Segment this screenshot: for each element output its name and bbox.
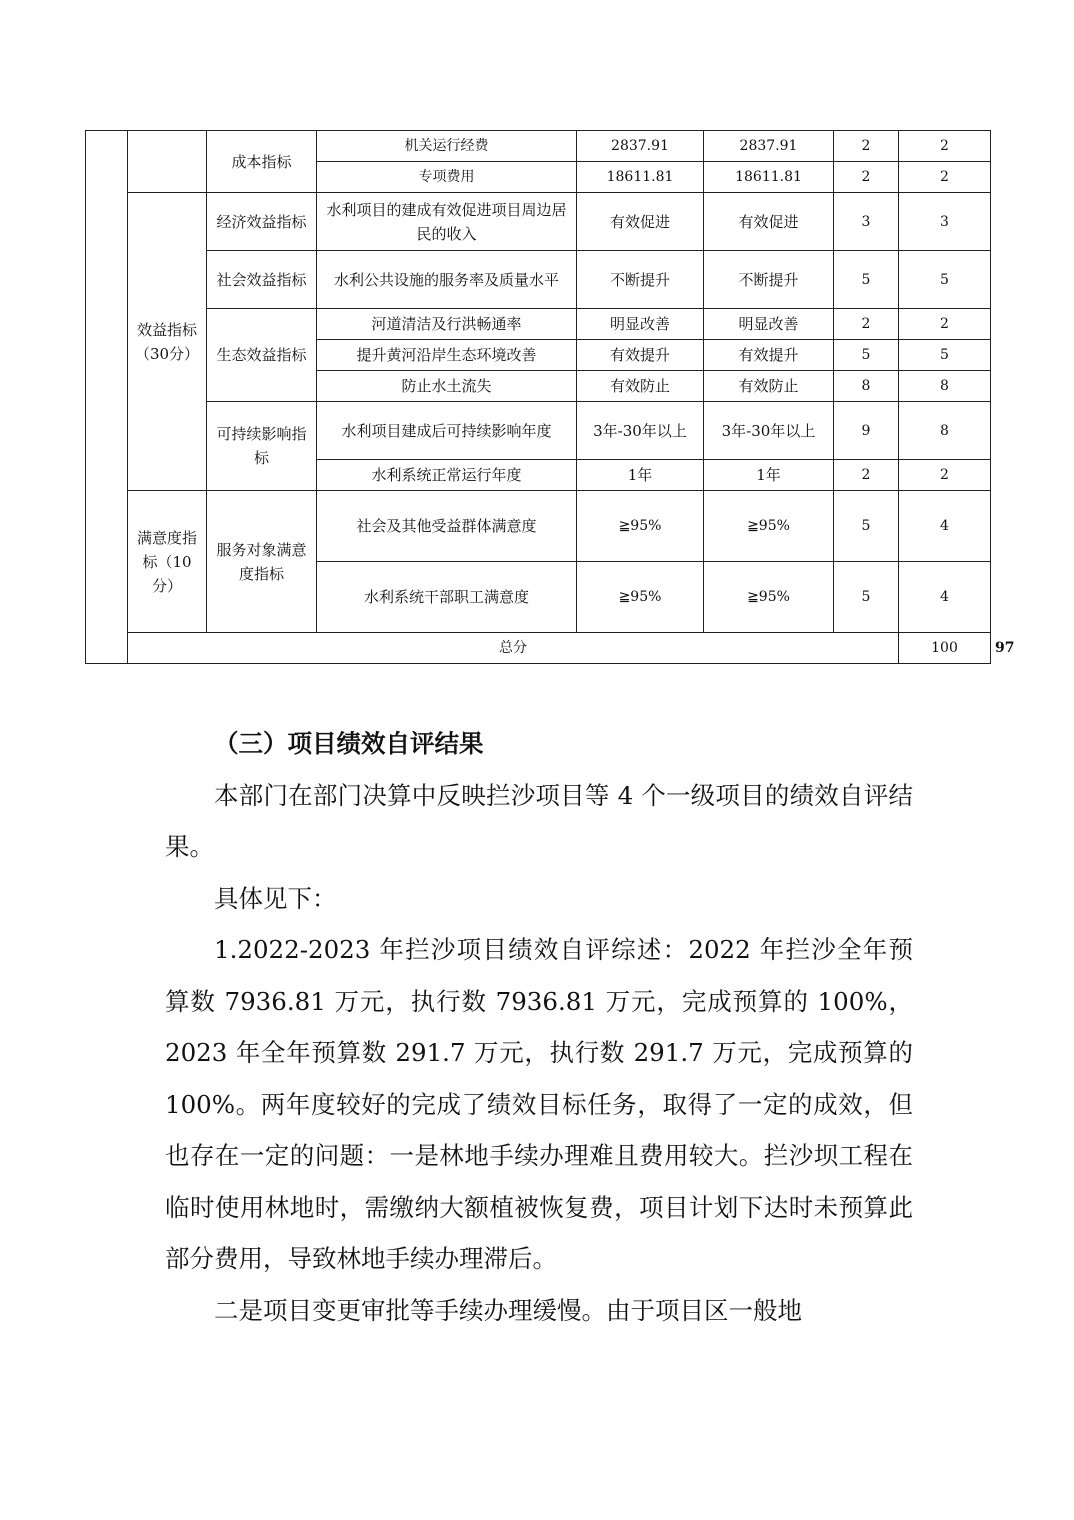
indicator-cell: 机关运行经费 xyxy=(317,131,577,162)
paragraph: 本部门在部门决算中反映拦沙项目等 4 个一级项目的绩效自评结果。 xyxy=(165,780,913,861)
actual-cell: ≧95% xyxy=(704,491,834,562)
actual-cell: 有效促进 xyxy=(704,193,834,251)
target-cell: ≧95% xyxy=(577,491,704,562)
target-cell: ≧95% xyxy=(577,562,704,633)
score-cell: 2 xyxy=(899,162,991,193)
satisfaction-group: 满意度指标（10分） xyxy=(128,491,207,633)
actual-cell: 明显改善 xyxy=(704,309,834,340)
outer-blank-cell xyxy=(86,131,128,664)
target-cell: 有效防止 xyxy=(577,371,704,402)
paragraph: 二是项目变更审批等手续办理缓慢。由于项目区一般地 xyxy=(214,1295,802,1325)
weight-cell: 5 xyxy=(834,251,899,309)
target-cell: 3年-30年以上 xyxy=(577,402,704,460)
target-cell: 明显改善 xyxy=(577,309,704,340)
score-cell: 8 xyxy=(899,402,991,460)
score-cell: 4 xyxy=(899,491,991,562)
target-cell: 18611.81 xyxy=(577,162,704,193)
economic-category: 经济效益指标 xyxy=(207,193,317,251)
score-cell: 4 xyxy=(899,562,991,633)
document-body xyxy=(165,718,913,1336)
actual-cell: 2837.91 xyxy=(704,131,834,162)
weight-cell: 2 xyxy=(834,460,899,491)
ecological-category: 生态效益指标 xyxy=(207,309,317,402)
actual-cell: ≧95% xyxy=(704,562,834,633)
paragraph: 具体见下： xyxy=(214,883,337,913)
weight-cell: 8 xyxy=(834,371,899,402)
score-cell: 5 xyxy=(899,251,991,309)
score-cell: 8 xyxy=(899,371,991,402)
indicator-cell: 水利公共设施的服务率及质量水平 xyxy=(317,251,577,309)
indicator-cell: 水利系统正常运行年度 xyxy=(317,460,577,491)
indicator-cell: 提升黄河沿岸生态环境改善 xyxy=(317,340,577,371)
score-cell: 3 xyxy=(899,193,991,251)
indicator-cell: 水利系统干部职工满意度 xyxy=(317,562,577,633)
target-cell: 有效提升 xyxy=(577,340,704,371)
score-cell: 2 xyxy=(899,131,991,162)
blank-group-cell xyxy=(128,131,207,193)
target-cell: 1年 xyxy=(577,460,704,491)
weight-cell: 5 xyxy=(834,491,899,562)
actual-cell: 不断提升 xyxy=(704,251,834,309)
performance-table: 成本指标 机关运行经费 2837.91 2837.91 2 2 专项费用 18611.81 18611.81 2 2 效益指标（30分） 经济效益指标 水利项目的建成有效促进项目周边居民的收入 有效促进 有效促进 3 3 社会效益指标 水利公共设施的服务率及质量水平 不断提升 不断提升 5 5 生态效益指标 河道清洁及行洪畅通率 明显改善 明显改善 2 2 提升黄河沿岸生态环境改善 有效提升 有效提升 5 5 防止水土流失 有效防止 有效防止 8 8 可持续影响指标 水利项目建成后可持续影响年度 3年-30年以上 3年-30年以上 9 8 水利系统正常运行年度 1年 1年 2 2 满意度指标（10分） 服务对象满意度指标 社会及其他受益群体满意度 ≧95% ≧95% 5 4 水利系统干部职工满意度 ≧95% ≧95% 5 4 总分 100 97 xyxy=(85,130,991,664)
indicator-cell: 专项费用 xyxy=(317,162,577,193)
social-category: 社会效益指标 xyxy=(207,251,317,309)
weight-cell: 2 xyxy=(834,309,899,340)
target-cell: 2837.91 xyxy=(577,131,704,162)
target-cell: 有效促进 xyxy=(577,193,704,251)
sustainable-category: 可持续影响指标 xyxy=(207,402,317,491)
actual-cell: 1年 xyxy=(704,460,834,491)
indicator-cell: 河道清洁及行洪畅通率 xyxy=(317,309,577,340)
indicator-cell: 水利项目的建成有效促进项目周边居民的收入 xyxy=(317,193,577,251)
section-heading: （三）项目绩效自评结果 xyxy=(214,729,484,758)
weight-cell: 2 xyxy=(834,131,899,162)
weight-cell: 5 xyxy=(834,562,899,633)
actual-cell: 有效提升 xyxy=(704,340,834,371)
weight-cell: 2 xyxy=(834,162,899,193)
weight-cell: 3 xyxy=(834,193,899,251)
cost-category: 成本指标 xyxy=(207,131,317,193)
benefit-group: 效益指标（30分） xyxy=(128,193,207,491)
score-cell: 5 xyxy=(899,340,991,371)
target-cell: 不断提升 xyxy=(577,251,704,309)
actual-cell: 18611.81 xyxy=(704,162,834,193)
actual-cell: 3年-30年以上 xyxy=(704,402,834,460)
actual-cell: 有效防止 xyxy=(704,371,834,402)
weight-cell: 9 xyxy=(834,402,899,460)
score-cell: 2 xyxy=(899,309,991,340)
weight-cell: 5 xyxy=(834,340,899,371)
satisfaction-category: 服务对象满意度指标 xyxy=(207,491,317,633)
total-weight: 100 xyxy=(899,633,991,664)
indicator-cell: 防止水土流失 xyxy=(317,371,577,402)
total-label: 总分 xyxy=(128,633,899,664)
paragraph: 1.2022-2023 年拦沙项目绩效自评综述：2022 年拦沙全年预算数 7936.81 万元，执行数 7936.81 万元，完成预算的 100%，2023 年全年预算数 291.7 万元，执行数 291.7 万元，完成预算的 100%。两年度较好的完成了绩效目标任务，取得了一定的成效，但也存在一定的问题：一是林地手续办理难且费用较大。拦沙坝工程在临时使用林地时，需缴纳大额植被恢复费，项目计划下达时未预算此部分费用，导致林地手续办理滞后。 xyxy=(165,935,913,1273)
indicator-cell: 水利项目建成后可持续影响年度 xyxy=(317,402,577,460)
indicator-cell: 社会及其他受益群体满意度 xyxy=(317,491,577,562)
score-cell: 2 xyxy=(899,460,991,491)
